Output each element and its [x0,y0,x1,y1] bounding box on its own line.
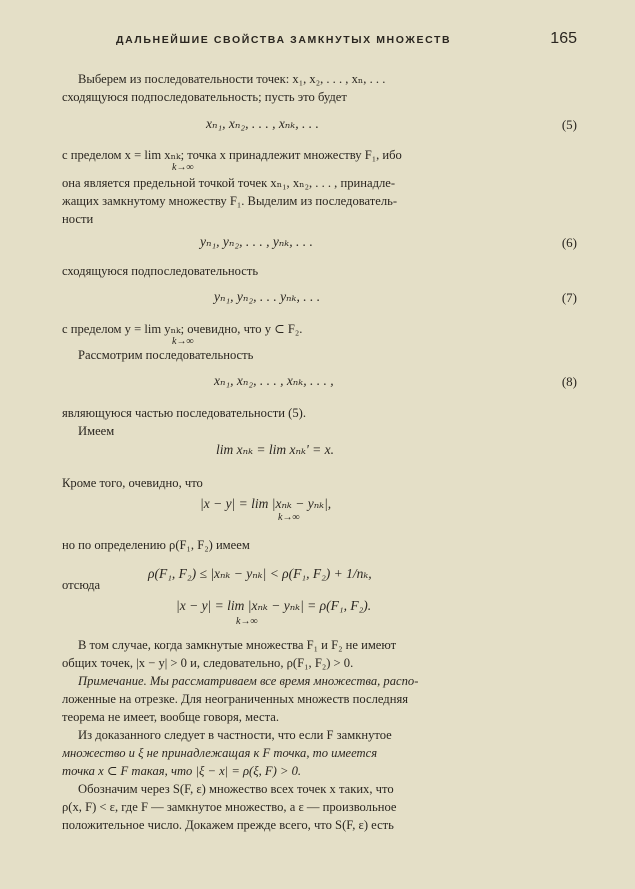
equation: xₙ₁, xₙ₂, . . . , xₙₖ, . . . [206,116,319,131]
text-line: Кроме того, очевидно, что [62,476,203,490]
limit-subscript: k→∞ [172,162,194,173]
equation: xₙ₁, xₙ₂, . . . , xₙₖ, . . . , [214,373,334,388]
text-line: Имеем [78,424,115,438]
text-line: точка x ⊂ F такая, что |ξ − x| = ρ(ξ, F) > 0. [62,764,302,778]
note-line: Примечание. Мы рассматриваем все время множества, распо- [78,674,419,688]
text-line: множество и ξ не принадлежащая к F точка, то имеется [62,746,378,760]
text-line: В том случае, когда замкнутые множества F₁ и F₂ не имеют [78,638,397,652]
page-header [60,30,577,50]
text-line: ности [62,212,94,226]
equation: |x − y| = lim |xₙₖ − yₙₖ|, [200,496,332,511]
text-line: ложенные на отрезке. Для неограниченных множеств последняя [62,692,409,706]
text-line: Рассмотрим последовательность [78,348,254,362]
text-line: теорема не имеет, вообще говоря, места. [62,710,279,724]
text-line: положительное число. Докажем прежде всего, что S(F, ε) есть [62,818,394,832]
text-line: сходящуюся подпоследовательность [62,264,259,278]
text-line: являющуюся частью последовательности (5). [62,406,306,420]
equation: yₙ₁, yₙ₂, . . . , yₙₖ, . . . [200,234,313,249]
text-line: с пределом y = lim yₙₖ; очевидно, что y ⊂ F₂. [62,322,303,336]
text-line: с пределом x = lim xₙₖ; точка x принадлежит множеству F₁, ибо [62,148,402,162]
equation: lim xₙₖ = lim xₙₖ' = x. [216,442,334,457]
limit-subscript: k→∞ [236,616,258,627]
text-line: жащих замкнутому множеству F₁. Выделим из последователь- [62,194,398,208]
limit-subscript: k→∞ [278,512,300,523]
page-number: 165 [550,30,577,47]
equation: yₙ₁, yₙ₂, . . . yₙₖ, . . . [214,289,321,304]
text-line: отсюда [62,578,101,592]
text-line: Из доказанного следует в частности, что если F замкнутое [78,728,392,742]
limit-subscript: k→∞ [172,336,194,347]
equation: ρ(F₁, F₂) ≤ |xₙₖ − yₙₖ| < ρ(F₁, F₂) + 1/nₖ, [148,566,372,581]
text-line: но по определению ρ(F₁, F₂) имеем [62,538,250,552]
equation-number: (6) [561,235,577,250]
running-title: ДАЛЬНЕЙШИЕ СВОЙСТВА ЗАМКНУТЫХ МНОЖЕСТВ [116,34,452,46]
text-line: сходящуюся подпоследовательность; пусть это будет [62,90,347,104]
text-line: она является предельной точкой точек xₙ₁, xₙ₂, . . . , принадле- [62,176,396,190]
equation-number: (7) [561,290,577,305]
equation: |x − y| = lim |xₙₖ − yₙₖ| = ρ(F₁, F₂). [176,598,372,613]
equation-number: (8) [561,374,577,389]
equation-number: (5) [561,117,577,132]
text-line: Обозначим через S(F, ε) множество всех точек x таких, что [78,782,394,796]
text-line: общих точек, |x − y| > 0 и, следовательно, ρ(F₁, F₂) > 0. [62,656,354,670]
text-line: ρ(x, F) < ε, где F — замкнутое множество, а ε — произвольное [62,800,397,814]
text-line: Выберем из последовательности точек: x₁, x₂, . . . , xₙ, . . . [78,72,386,86]
